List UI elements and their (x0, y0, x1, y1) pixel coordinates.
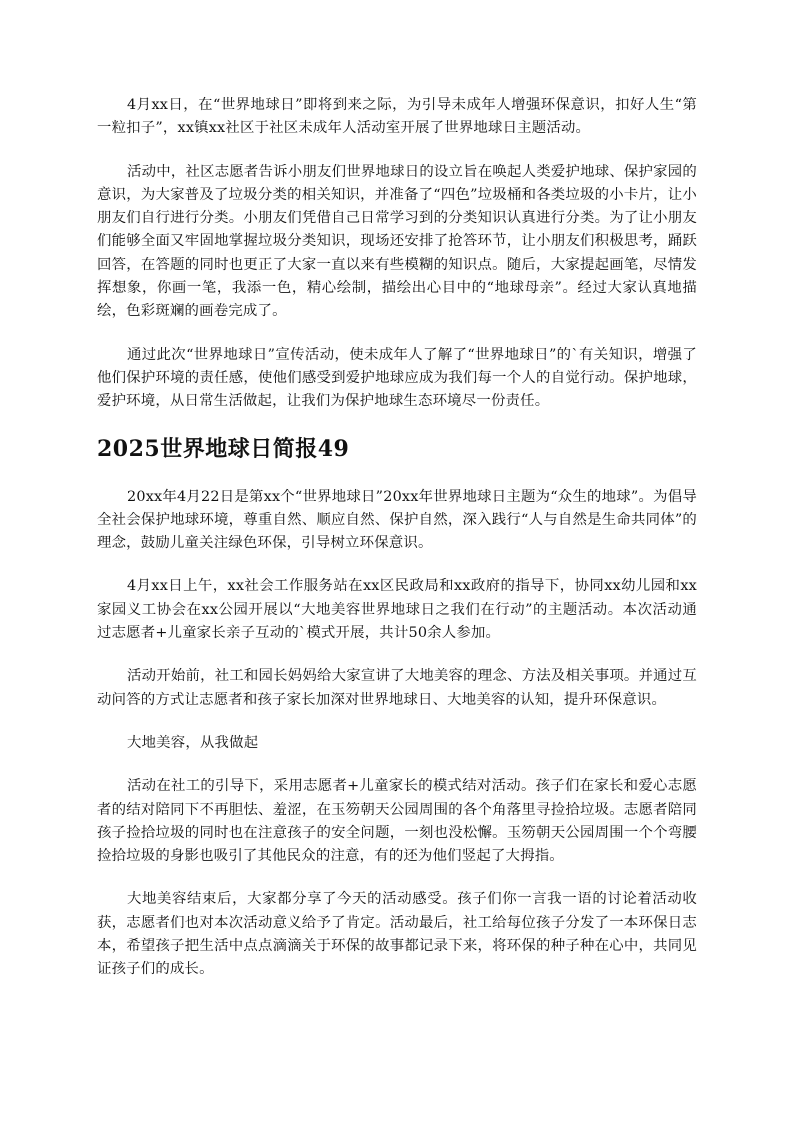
paragraph: 20xx年4月22日是第xx个“世界地球日”20xx年世界地球日主题为“众生的地球”。为倡导全社会保护地球环境，尊重自然、顺应自然、保护自然，深入践行“人与自然是生命共同体”的理念，鼓励儿童关注绿色环保，引导树立环保意识。 (97, 488, 697, 552)
document-body (97, 94, 697, 1002)
paragraph: 通过此次“世界地球日”宣传活动，使未成年人了解了“世界地球日”的`有关知识，增强了他们保护环境的责任感，使他们感受到爱护地球应成为我们每一个人的自觉行动。保护地球，爱护环境，从日常生活做起，让我们为保护地球生态环境尽一份责任。 (97, 346, 697, 410)
paragraph: 4月xx日，在“世界地球日”即将到来之际，为引导未成年人增强环保意识，扣好人生“第一粒扣子”，xx镇xx社区于社区未成年人活动室开展了世界地球日主题活动。 (97, 97, 697, 137)
paragraph: 活动在社工的引导下，采用志愿者+儿童家长的模式结对活动。孩子们在家长和爱心志愿者的结对陪同下不再胆怯、羞涩，在玉笏朝天公园周围的各个角落里寻捡拾垃圾。志愿者陪同孩子捡拾垃圾的同时也在注意孩子的安全问题，一刻也没松懈。玉笏朝天公园周围一个个弯腰捡拾垃圾的身影也吸引了其他民众的注意，有的还为他们竖起了大拇指。 (97, 778, 697, 865)
subheading-paragraph: 大地美容，从我做起 (127, 734, 259, 751)
paragraph: 活动中，社区志愿者告诉小朋友们世界地球日的设立旨在唤起人类爱护地球、保护家园的意识，为大家普及了垃圾分类的相关知识，并准备了“四色”垃圾桶和各类垃圾的小卡片，让小朋友们自行进行分类。小朋友们凭借自己日常学习到的分类知识认真进行分类。为了让小朋友们能够全面又牢固地掌握垃圾分类知识，现场还安排了抢答环节，让小朋友们积极思考，踊跃回答，在答题的同时也更正了大家一直以来有些模糊的知识点。随后，大家提起画笔，尽情发挥想象，你画一笔，我添一色，精心绘制，描绘出心目中的“地球母亲”。经过大家认真地描绘，色彩斑斓的画卷完成了。 (97, 163, 697, 320)
section-heading: 2025世界地球日简报49 (97, 435, 350, 462)
paragraph: 活动开始前，社工和园长妈妈给大家宣讲了大地美容的理念、方法及相关事项。并通过互动问答的方式让志愿者和孩子家长加深对世界地球日、大地美容的认知，提升环保意识。 (97, 668, 697, 708)
paragraph: 4月xx日上午，xx社会工作服务站在xx区民政局和xx政府的指导下，协同xx幼儿园和xx家园义工协会在xx公园开展以“大地美容世界地球日之我们在行动”的主题活动。本次活动通过志愿者+儿童家长亲子互动的`模式开展，共计50余人参加。 (97, 578, 697, 642)
paragraph: 大地美容结束后，大家都分享了今天的活动感受。孩子们你一言我一语的讨论着活动收获，志愿者们也对本次活动意义给予了肯定。活动最后，社工给每位孩子分发了一本环保日志本，希望孩子把生活中点点滴滴关于环保的故事都记录下来，将环保的种子种在心中，共同见证孩子们的成长。 (97, 891, 697, 978)
